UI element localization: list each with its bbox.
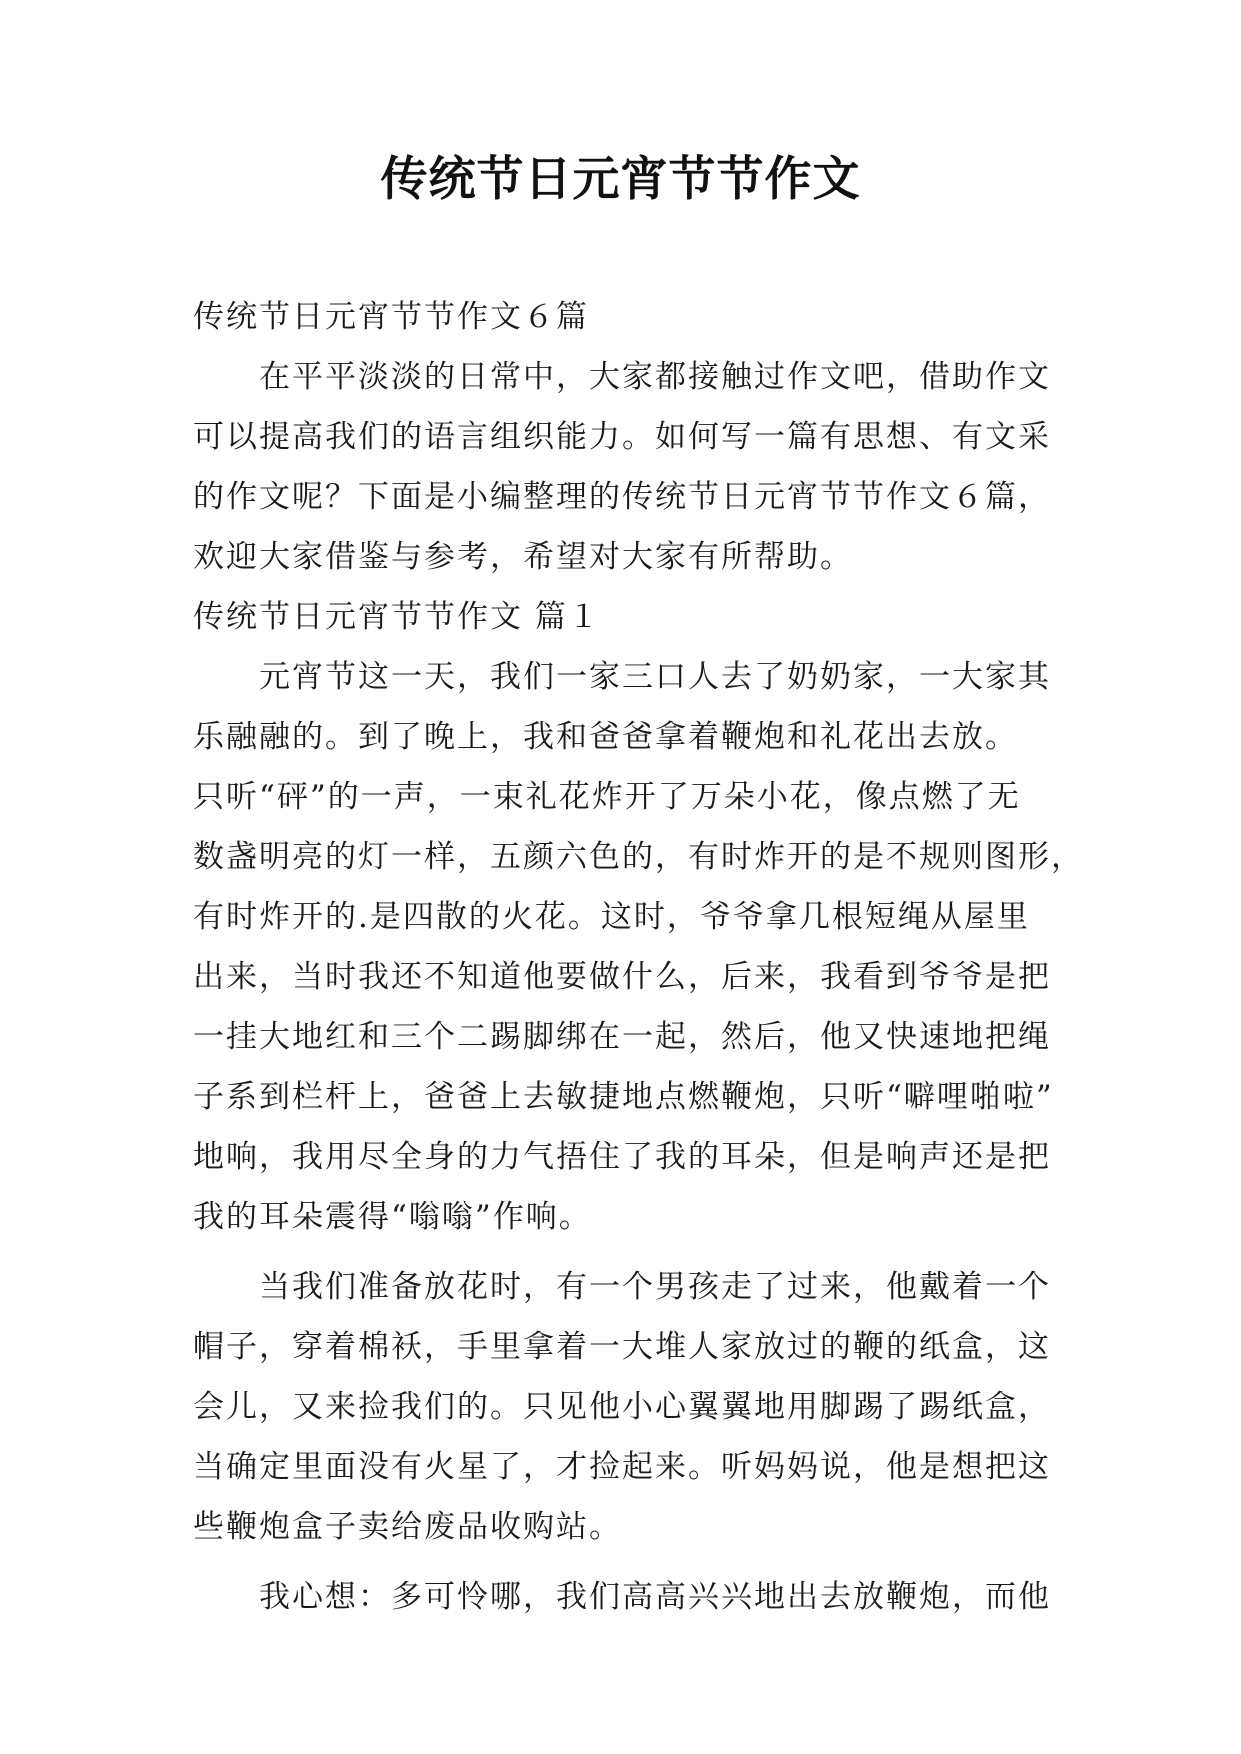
- text-line: 当确定里面没有火星了，才捡起来。听妈妈说，他是想把这: [193, 1449, 1051, 1485]
- text-line: 我的耳朵震得“嗡嗡”作响。: [193, 1199, 592, 1235]
- text-line: 可以提高我们的语言组织能力。如何写一篇有思想、有文采: [193, 419, 1051, 455]
- text-line: 帽子，穿着棉袄，手里拿着一大堆人家放过的鞭的纸盒，这: [193, 1329, 1051, 1365]
- text-line: 乐融融的。到了晚上，我和爸爸拿着鞭炮和礼花出去放。: [193, 719, 1018, 755]
- text-line: 的作文呢？下面是小编整理的传统节日元宵节节作文６篇，: [193, 479, 1051, 515]
- text-line: 我心想：多可怜哪，我们高高兴兴地出去放鞭炮，而他: [259, 1579, 1051, 1615]
- text-line: 一挂大地红和三个二踢脚绑在一起，然后，他又快速地把绳: [193, 1019, 1051, 1055]
- document-body: [193, 287, 1084, 1627]
- text-line: 些鞭炮盒子卖给废品收购站。: [193, 1509, 622, 1545]
- text-line: 只听“砰”的一声，一束礼花炸开了万朵小花，像点燃了无: [193, 779, 1021, 815]
- text-line: 有时炸开的.是四散的火花。这时，爷爷拿几根短绳从屋里: [193, 899, 1030, 935]
- text-line: 数盏明亮的灯一样，五颜六色的，有时炸开的是不规则图形，: [193, 839, 1084, 875]
- text-line: 传统节日元宵节节作文 篇１: [193, 599, 601, 635]
- text-line: 欢迎大家借鉴与参考，希望对大家有所帮助。: [193, 539, 853, 575]
- text-line: 当我们准备放花时，有一个男孩走了过来，他戴着一个: [259, 1269, 1051, 1305]
- document-title: 传统节日元宵节节作文: [380, 152, 861, 207]
- text-line: 出来，当时我还不知道他要做什么，后来，我看到爷爷是把: [193, 959, 1051, 995]
- text-line: 元宵节这一天，我们一家三口人去了奶奶家，一大家其: [259, 659, 1051, 695]
- text-line: 地响，我用尽全身的力气捂住了我的耳朵，但是响声还是把: [193, 1139, 1051, 1175]
- text-line: 传统节日元宵节节作文６篇: [193, 299, 589, 335]
- text-line: 子系到栏杆上，爸爸上去敏捷地点燃鞭炮，只听“噼哩啪啦”: [193, 1079, 1054, 1115]
- text-line: 会儿，又来捡我们的。只见他小心翼翼地用脚踢了踢纸盒，: [193, 1389, 1051, 1425]
- text-line: 在平平淡淡的日常中，大家都接触过作文吧，借助作文: [259, 359, 1051, 395]
